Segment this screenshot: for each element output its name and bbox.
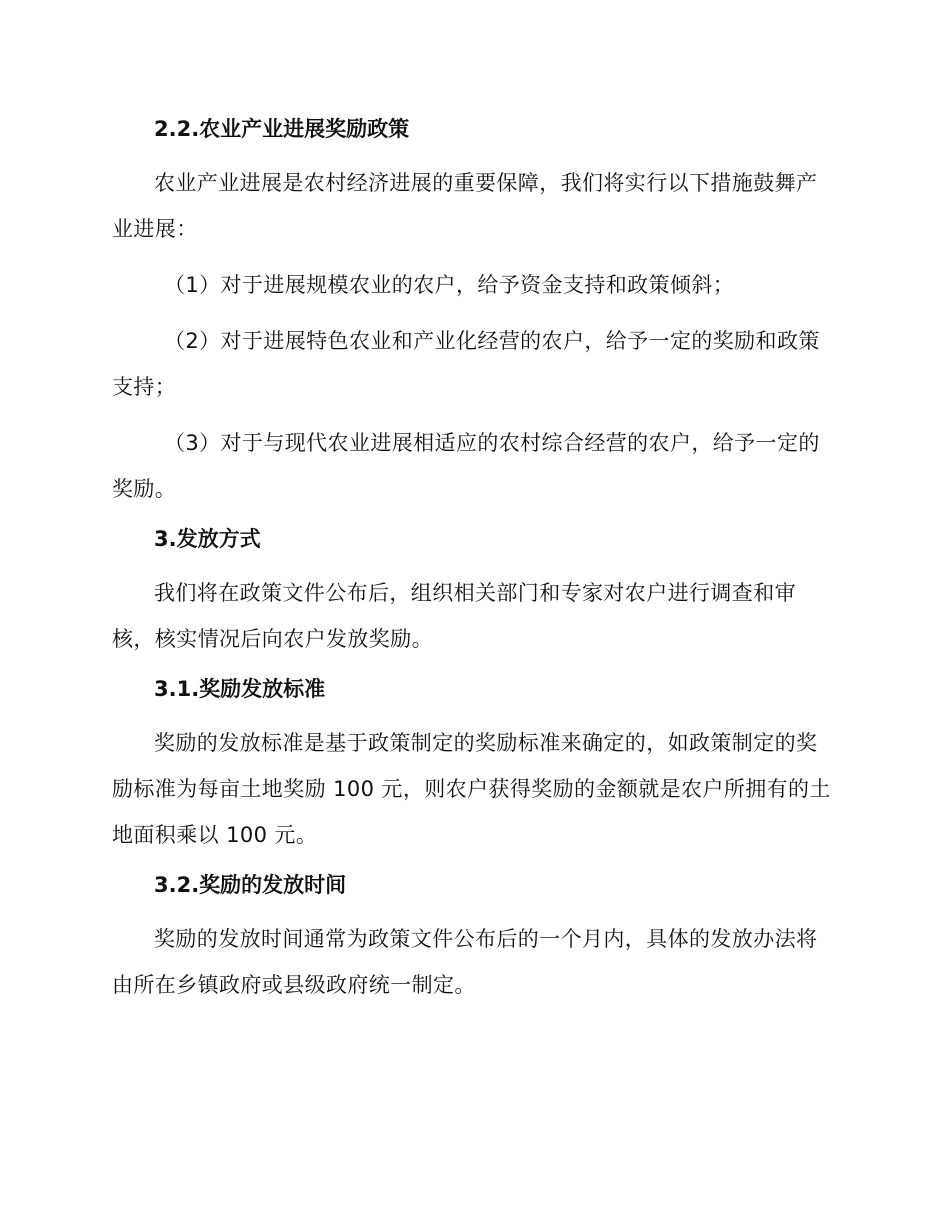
list-item-1: （1）对于进展规模农业的农户，给予资金支持和政策倾斜；	[164, 273, 735, 297]
paragraph-distribution-time: 奖励的发放时间通常为政策文件公布后的一个月内，具体的发放办法将由所在乡镇政府或县级政府统一制定。	[112, 927, 818, 997]
paragraph-industry-intro: 农业产业进展是农村经济进展的重要保障，我们将实行以下措施鼓舞产业进展：	[112, 171, 818, 241]
paragraph-distribution-method: 我们将在政策文件公布后，组织相关部门和专家对农户进行调查和审核，核实情况后向农户发放奖励。	[112, 581, 796, 651]
section-heading-3-1: 3.1.奖励发放标准	[154, 677, 326, 701]
list-item-2: （2）对于进展特色农业和产业化经营的农户，给予一定的奖励和政策支持；	[112, 329, 820, 399]
section-heading-2-2: 2.2.农业产业进展奖励政策	[154, 117, 410, 141]
list-item-3: （3）对于与现代农业进展相适应的农村综合经营的农户，给予一定的奖励。	[112, 431, 820, 501]
section-heading-3-2: 3.2.奖励的发放时间	[154, 873, 347, 897]
document-content	[112, 112, 832, 1018]
paragraph-distribution-standard: 奖励的发放标准是基于政策制定的奖励标准来确定的，如政策制定的奖励标准为每亩土地奖励 100 元，则农户获得奖励的金额就是农户所拥有的土地面积乘以 100 元。	[112, 731, 831, 847]
section-heading-3: 3.发放方式	[154, 527, 261, 551]
